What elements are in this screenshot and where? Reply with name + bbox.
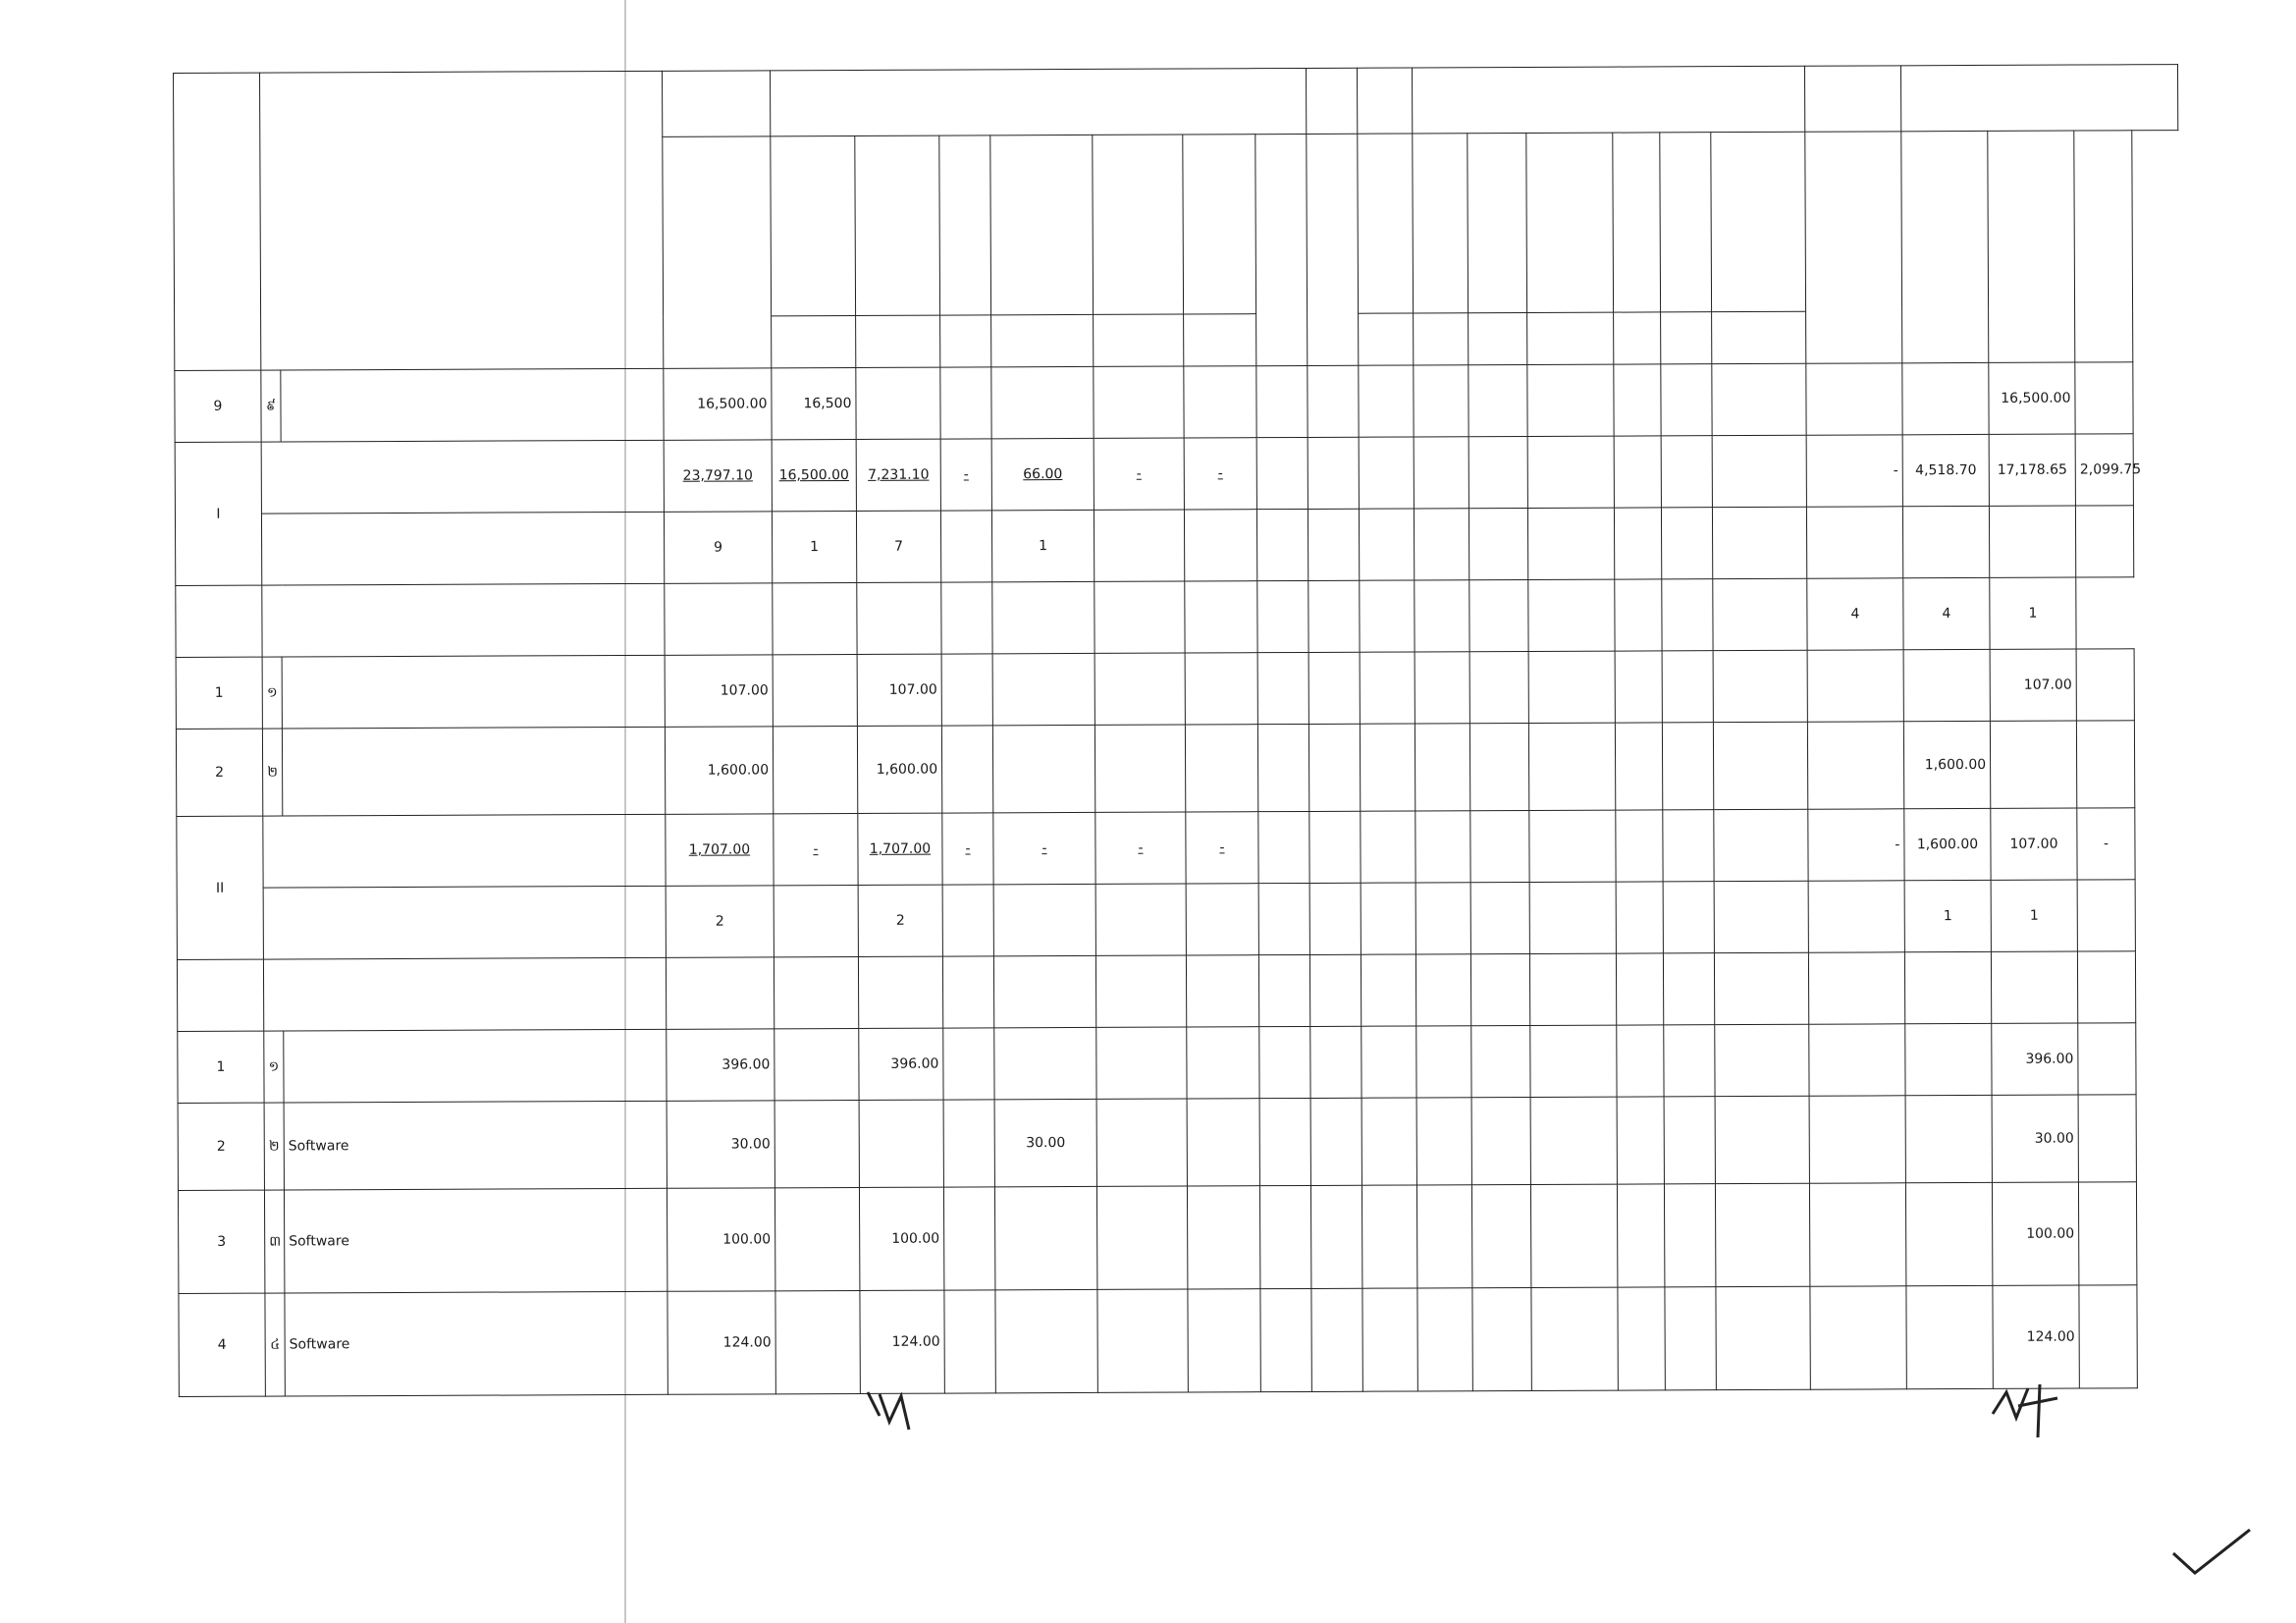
row-t1 <box>1362 1026 1416 1098</box>
row-month <box>1713 722 1807 809</box>
row-description <box>282 655 665 729</box>
row-cost: 124.00 <box>667 1291 775 1394</box>
row-local <box>856 367 940 439</box>
row-sub-no: ១ <box>262 657 282 729</box>
software-word: Software <box>289 1233 349 1250</box>
receipt-header <box>1805 66 1901 132</box>
row-t6 <box>1664 1025 1715 1097</box>
summary-quarter: - <box>1808 809 1904 881</box>
consult-header <box>990 135 1094 314</box>
summary-quarter: 2,099.75 <box>2075 434 2133 506</box>
row-t4 <box>1527 364 1614 436</box>
row-t4 <box>1530 1184 1617 1287</box>
quarter-4-header <box>2074 131 2133 362</box>
row-cost: 30.00 <box>667 1101 774 1188</box>
row-t6 <box>1662 723 1713 810</box>
method-code <box>1094 314 1184 366</box>
row-description <box>281 368 664 442</box>
summary-amount: - <box>1094 438 1184 510</box>
quarter-group-header <box>1901 65 2178 132</box>
row-description <box>282 727 665 816</box>
quarter-count: 1 <box>1991 880 2077 951</box>
summary-amount: 1,707.00 <box>858 813 942 885</box>
quarter-count: 1 <box>1990 577 2076 649</box>
header-row-group <box>174 65 2178 139</box>
row-t1 <box>1360 724 1415 811</box>
row-no: 4 <box>179 1293 265 1396</box>
row-description <box>284 1188 667 1293</box>
section-header-row <box>176 577 2180 658</box>
row-t1 <box>1359 365 1414 437</box>
row-q3: 124.00 <box>1993 1285 2079 1388</box>
row-no: 1 <box>176 657 262 729</box>
summary-quarter: 4,518.70 <box>1902 434 1989 506</box>
row-month <box>1715 1183 1809 1286</box>
method-code <box>856 315 940 367</box>
row-description <box>285 1291 667 1396</box>
method-code <box>1184 314 1256 366</box>
row-start <box>1260 1288 1311 1391</box>
row-month <box>1715 1024 1809 1096</box>
row-q3: 16,500.00 <box>1989 362 2075 434</box>
quarter-1-header <box>1805 132 1902 363</box>
spacer-header <box>1307 68 1358 134</box>
row-t3 <box>1472 1287 1531 1390</box>
summary-quarter: 17,178.65 <box>1989 434 2075 506</box>
summary-cost-label <box>261 440 664 514</box>
method-code <box>940 315 991 367</box>
table-row <box>176 649 2180 730</box>
row-start <box>1257 652 1308 724</box>
row-t5 <box>1618 1287 1665 1390</box>
row-sub-no: ៣ <box>264 1190 284 1293</box>
row-description <box>284 1029 667 1103</box>
row-q3: 100.00 <box>1992 1182 2078 1285</box>
procurement-plan-table <box>173 64 2184 1397</box>
row-end <box>1310 1098 1362 1185</box>
start-end-header <box>1711 132 1806 311</box>
summary-count: 2 <box>858 885 942 956</box>
summary-amount: - <box>1184 438 1256 510</box>
summary-row <box>175 506 2179 586</box>
day-unit <box>1414 313 1468 365</box>
row-sub-no: ៩ <box>261 370 281 442</box>
t2-header <box>1413 134 1468 313</box>
method-code <box>772 315 856 367</box>
summary-number: I <box>216 506 221 522</box>
row-local: 1,600.00 <box>857 726 941 813</box>
day-unit <box>1614 312 1661 364</box>
type-header <box>260 71 664 370</box>
row-local: 396.00 <box>859 1028 943 1100</box>
row-t3 <box>1469 651 1528 723</box>
row-month <box>1715 1096 1809 1183</box>
row-description <box>284 1101 667 1190</box>
row-t4 <box>1528 651 1615 723</box>
row-t5 <box>1615 651 1662 723</box>
summary-quarter: 107.00 <box>1991 808 2077 880</box>
quarter-3-header <box>1988 131 2075 362</box>
cost-header <box>663 136 772 368</box>
row-start <box>1259 1098 1310 1185</box>
row-no: 3 <box>178 1190 264 1293</box>
row-local: 124.00 <box>860 1290 944 1393</box>
row-cost: 1,600.00 <box>665 727 773 814</box>
row-t5 <box>1615 723 1662 810</box>
quarter-2-header <box>1901 131 1989 362</box>
local-bid-header <box>855 135 940 315</box>
row-cost: 396.00 <box>667 1029 774 1101</box>
row-month <box>1712 363 1806 435</box>
summary-quarter: 1,600.00 <box>1904 808 1991 880</box>
day-unit <box>1359 313 1414 365</box>
table-row <box>179 1285 2183 1397</box>
table-row <box>178 1023 2182 1104</box>
summary-row <box>177 880 2181 960</box>
row-sub-no: ២ <box>262 729 282 816</box>
end-month-header <box>1307 134 1359 365</box>
method-group-header <box>770 68 1306 135</box>
row-t5 <box>1617 1025 1664 1097</box>
other-header <box>1183 135 1256 314</box>
row-t1 <box>1362 1288 1417 1391</box>
row-t5 <box>1614 364 1661 436</box>
summary-amount: - <box>940 439 991 511</box>
row-start <box>1259 1185 1310 1288</box>
handwritten-initial-mark <box>862 1382 921 1441</box>
row-q2: 1,600.00 <box>1903 721 1990 808</box>
row-t6 <box>1662 651 1713 723</box>
row-t1 <box>1360 652 1415 724</box>
row-start <box>1256 365 1308 437</box>
t3-header <box>1468 133 1527 312</box>
summary-count: 1 <box>991 510 1094 581</box>
summary-row <box>175 434 2179 514</box>
quarter-count: 4 <box>1903 577 1990 649</box>
row-local: 107.00 <box>857 654 941 726</box>
row-t3 <box>1471 1025 1530 1097</box>
summary-label <box>177 816 264 959</box>
row-consult: 30.00 <box>994 1099 1096 1186</box>
duration-header <box>1358 134 1414 313</box>
summary-amount: 16,500.00 <box>772 439 856 511</box>
summary-amount: 7,231.10 <box>856 439 940 511</box>
quarter-count: 4 <box>1807 578 1903 650</box>
row-end <box>1310 1026 1362 1098</box>
row-month <box>1716 1286 1810 1389</box>
row-end <box>1308 652 1360 724</box>
row-sub-no: ២ <box>264 1103 284 1190</box>
row-t3 <box>1471 1097 1530 1184</box>
row-no: 2 <box>176 729 262 816</box>
quarter-count: 1 <box>1904 880 1991 951</box>
summary-amount: - <box>993 812 1095 884</box>
t5-header <box>1613 133 1661 312</box>
section-title <box>263 957 666 1031</box>
summary-label <box>175 442 262 585</box>
month-unit <box>1712 311 1806 363</box>
row-cost: 16,500.00 <box>664 368 772 440</box>
row-intl: 16,500 <box>772 367 856 439</box>
summary-count: 7 <box>856 511 940 582</box>
row-end <box>1311 1288 1362 1391</box>
row-q3: 30.00 <box>1992 1095 2078 1182</box>
section-title <box>262 583 665 657</box>
summary-count: 9 <box>664 512 772 583</box>
summary-amount: 1,707.00 <box>666 814 774 886</box>
day-unit <box>1468 312 1527 364</box>
section-header-row <box>177 951 2181 1032</box>
row-sub-no: ១ <box>264 1031 284 1103</box>
row-no: 1 <box>178 1031 264 1103</box>
row-t4 <box>1531 1287 1618 1390</box>
table-row <box>175 362 2179 443</box>
row-t4 <box>1528 723 1615 810</box>
row-t4 <box>1530 1097 1617 1184</box>
direct-header <box>939 135 991 315</box>
summary-amount: - <box>1186 812 1258 884</box>
row-t6 <box>1664 1097 1715 1184</box>
summary-amount: - <box>942 813 993 885</box>
row-no: 2 <box>178 1103 264 1190</box>
summary-cost-label <box>263 814 666 888</box>
row-t1 <box>1362 1185 1416 1288</box>
start-month-header <box>1255 134 1308 365</box>
row-sub-no: ៤ <box>265 1293 285 1396</box>
summary-number: II <box>215 880 225 896</box>
summary-count: 2 <box>666 886 774 957</box>
t4-header <box>1526 133 1614 312</box>
summary-amount: - <box>774 813 858 885</box>
summary-amount: 23,797.10 <box>664 440 772 512</box>
row-t5 <box>1617 1184 1664 1287</box>
software-word: Software <box>288 1138 349 1155</box>
row-end <box>1310 1185 1362 1288</box>
shopping-header <box>1093 135 1184 314</box>
row-no: 9 <box>175 370 261 442</box>
row-t6 <box>1664 1184 1715 1287</box>
day-unit <box>1527 312 1614 364</box>
handwritten-check-mark <box>2167 1524 2256 1583</box>
row-cost: 107.00 <box>665 655 773 727</box>
summary-amount: - <box>1095 812 1186 884</box>
summary-quarter: - <box>2077 808 2135 880</box>
row-t6 <box>1665 1287 1716 1390</box>
day-unit <box>1661 312 1712 364</box>
timeline-group-header <box>1413 66 1805 134</box>
table-row <box>178 1095 2182 1191</box>
intl-bid-header <box>771 135 856 315</box>
handwritten-initial-mark <box>1989 1379 2067 1441</box>
table-row <box>176 721 2180 817</box>
row-start <box>1257 724 1308 811</box>
software-word: Software <box>289 1336 350 1353</box>
summary-count-label <box>261 512 664 585</box>
row-t3 <box>1468 364 1527 436</box>
row-month <box>1713 650 1807 722</box>
row-q3: 107.00 <box>1990 649 2076 721</box>
method-code <box>991 314 1094 366</box>
row-q3: 396.00 <box>1992 1023 2078 1095</box>
spacer-header <box>1358 68 1413 134</box>
summary-quarter: - <box>1806 435 1902 507</box>
row-t6 <box>1661 364 1712 436</box>
row-local: 100.00 <box>859 1187 943 1290</box>
row-t1 <box>1362 1098 1416 1185</box>
t6-header <box>1660 133 1712 312</box>
summary-row <box>177 808 2181 889</box>
no-header <box>174 73 261 370</box>
cost-header-top <box>662 71 770 136</box>
summary-count: 1 <box>772 511 856 582</box>
summary-amount: 66.00 <box>991 438 1094 510</box>
row-t3 <box>1469 723 1528 810</box>
row-t4 <box>1530 1025 1617 1097</box>
row-end <box>1308 724 1360 811</box>
row-t5 <box>1617 1097 1664 1184</box>
table-row <box>178 1182 2182 1294</box>
row-end <box>1308 365 1359 437</box>
row-t3 <box>1471 1184 1530 1287</box>
summary-count-label <box>263 886 666 959</box>
row-start <box>1259 1026 1310 1098</box>
row-cost: 100.00 <box>667 1188 774 1291</box>
